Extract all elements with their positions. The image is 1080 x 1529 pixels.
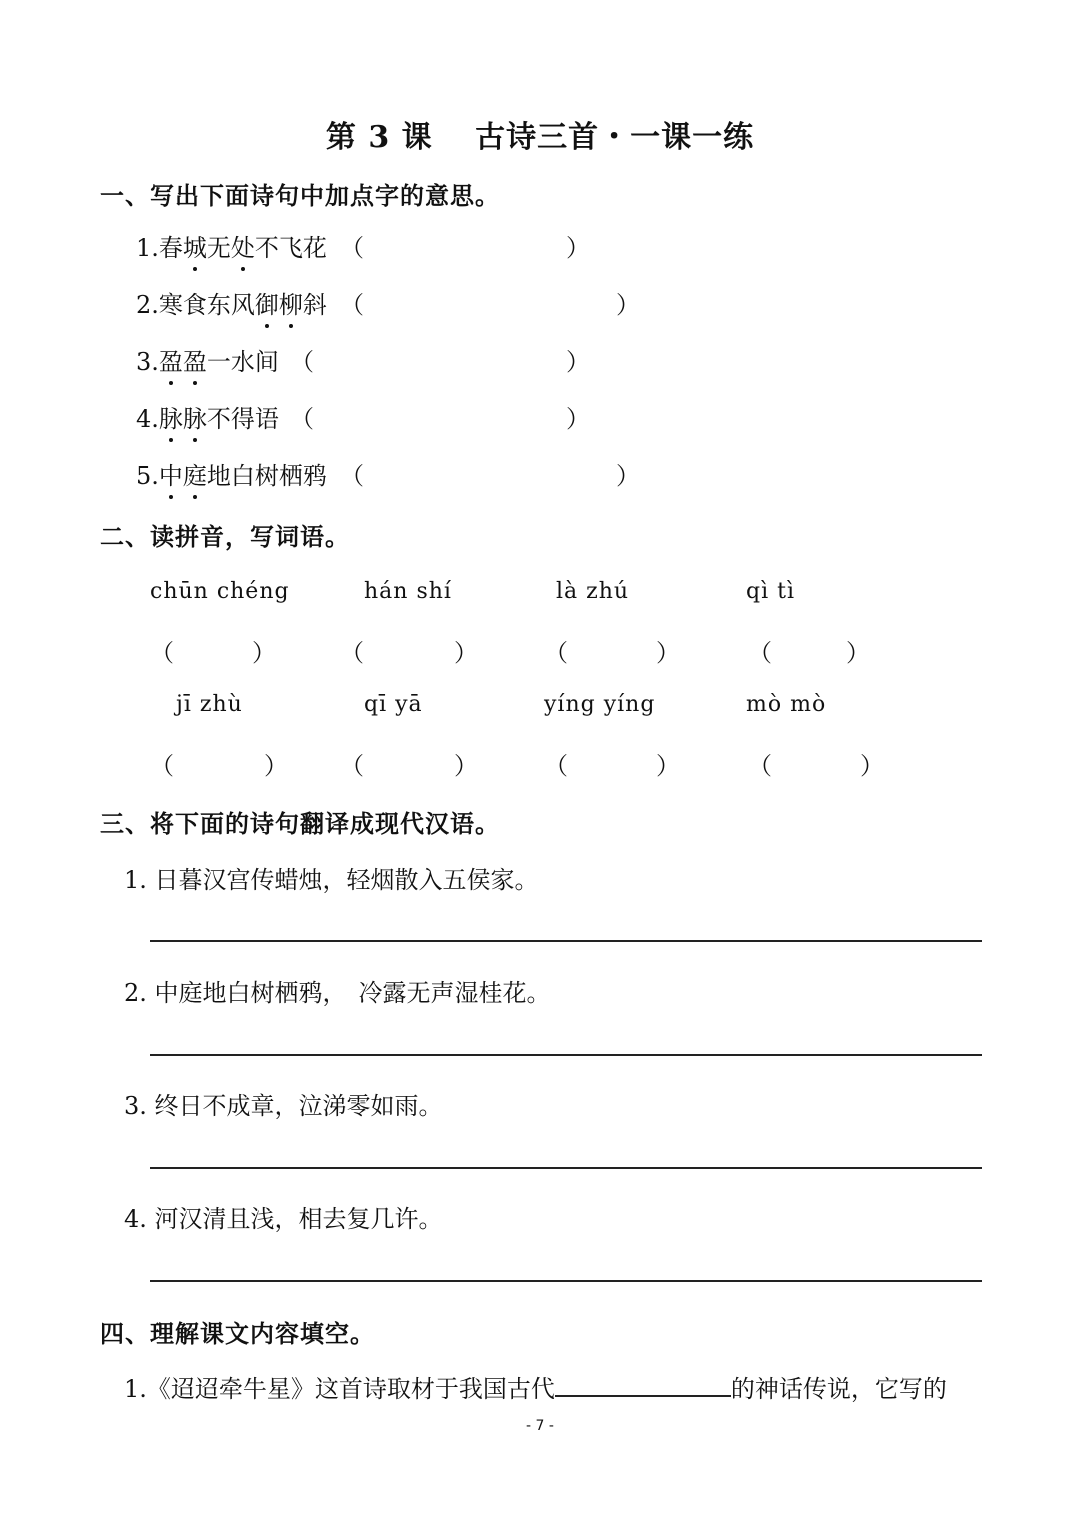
pinyin-text: hán shí <box>364 579 452 604</box>
answer-open-paren: （ <box>340 462 364 490</box>
answer-close-paren: ） <box>566 348 590 376</box>
dotted-char: 脉 <box>183 399 207 434</box>
dotted-char: 处 <box>231 228 255 263</box>
pinyin-text: là zhú <box>556 579 630 604</box>
pinyin-text: chūn chéng <box>150 579 290 604</box>
pinyin-text: yíng yíng <box>544 692 656 717</box>
blank-open-paren: （ <box>748 639 772 667</box>
page-title: 第 3 课 古诗三首・一课一练 <box>325 120 755 155</box>
section-1-item: 3.盈盈一水间 <box>136 342 279 377</box>
pinyin-text: qì tì <box>746 579 795 604</box>
blank-close-paren: ） <box>264 752 288 780</box>
section-1-item: 5.中庭地白树栖鸦 <box>136 456 327 491</box>
blank-close-paren: ） <box>454 752 478 780</box>
pinyin-text: mò mò <box>746 692 827 717</box>
answer-close-paren: ） <box>616 291 640 319</box>
answer-close-paren: ） <box>566 234 590 262</box>
dotted-char: 盈 <box>159 342 183 377</box>
section-1-item: 4.脉脉不得语 <box>136 399 279 434</box>
section-1-item: 2.寒食东风御柳斜 <box>136 285 327 320</box>
answer-open-paren: （ <box>340 291 364 319</box>
section-3-item: 1. 日暮汉宫传蜡烛，轻烟散入五侯家。 <box>124 866 539 894</box>
section-3-heading: 三、将下面的诗句翻译成现代汉语。 <box>100 809 500 838</box>
dotted-char: 庭 <box>183 456 207 491</box>
answer-open-paren: （ <box>290 348 314 376</box>
section-4-item: 1.《迢迢牵牛星》这首诗取材于我国古代 的神话传说，它写的 <box>124 1375 947 1403</box>
answer-open-paren: （ <box>290 405 314 433</box>
section-3-item: 4. 河汉清且浅，相去复几许。 <box>124 1205 443 1233</box>
answer-close-paren: ） <box>616 462 640 490</box>
answer-close-paren: ） <box>566 405 590 433</box>
blank-open-paren: （ <box>748 752 772 780</box>
blank-open-paren: （ <box>340 752 364 780</box>
blank-close-paren: ） <box>846 639 870 667</box>
section-4-heading: 四、理解课文内容填空。 <box>100 1319 375 1348</box>
blank-close-paren: ） <box>252 639 276 667</box>
answer-line <box>150 1280 982 1282</box>
answer-open-paren: （ <box>340 234 364 262</box>
dotted-char: 中 <box>159 456 183 491</box>
blank-close-paren: ） <box>454 639 478 667</box>
pinyin-text: jī zhù <box>176 692 243 717</box>
blank-close-paren: ） <box>656 639 680 667</box>
blank-open-paren: （ <box>340 639 364 667</box>
section-1-heading: 一、写出下面诗句中加点字的意思。 <box>100 181 500 210</box>
dotted-char: 脉 <box>159 399 183 434</box>
section-1-item: 1.春城无处不飞花 <box>136 228 327 263</box>
dotted-char: 柳 <box>279 285 303 320</box>
blank-open-paren: （ <box>544 752 568 780</box>
fill-blank <box>555 1373 731 1397</box>
answer-line <box>150 1167 982 1169</box>
blank-open-paren: （ <box>544 639 568 667</box>
blank-open-paren: （ <box>150 639 174 667</box>
blank-close-paren: ） <box>860 752 884 780</box>
section-3-item: 2. 中庭地白树栖鸦， 冷露无声湿桂花。 <box>124 979 551 1007</box>
page-number: - 7 - <box>526 1418 554 1434</box>
answer-line <box>150 1054 982 1056</box>
dotted-char: 御 <box>255 285 279 320</box>
dotted-char: 盈 <box>183 342 207 377</box>
section-2-heading: 二、读拼音，写词语。 <box>100 522 350 551</box>
pinyin-text: qī yā <box>364 692 423 717</box>
section-3-item: 3. 终日不成章，泣涕零如雨。 <box>124 1092 443 1120</box>
answer-line <box>150 940 982 942</box>
dotted-char: 城 <box>183 228 207 263</box>
blank-close-paren: ） <box>656 752 680 780</box>
blank-open-paren: （ <box>150 752 174 780</box>
